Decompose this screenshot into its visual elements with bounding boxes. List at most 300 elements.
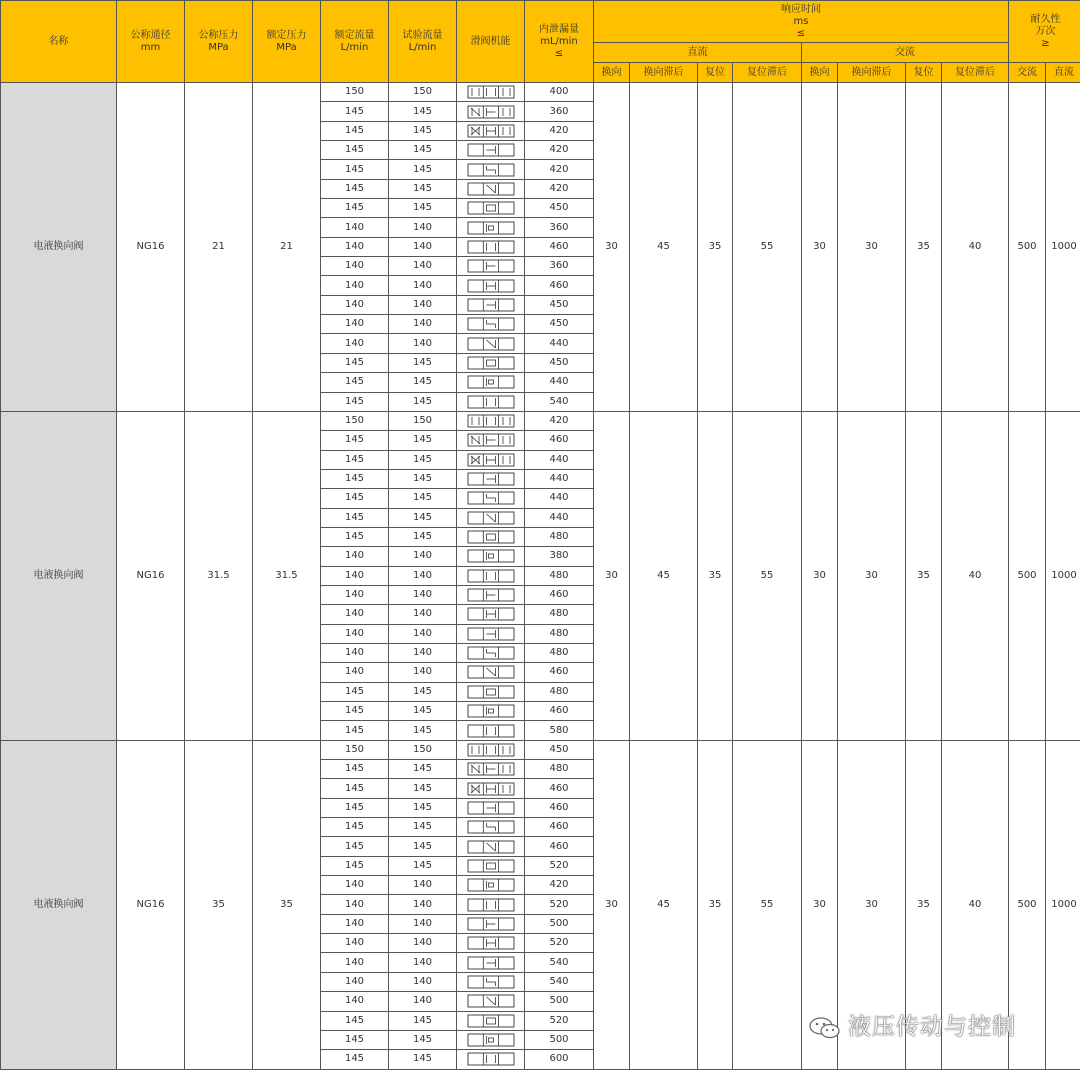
header-ac: 交流 (802, 43, 1009, 63)
cell-ac-switch-lag: 30 (838, 411, 906, 740)
cell-rated-flow: 140 (321, 237, 389, 256)
cell-leakage: 460 (525, 837, 594, 856)
header-dc-reset-lag: 复位滞后 (733, 63, 802, 83)
table-header (1, 1, 1080, 83)
cell-leakage: 460 (525, 585, 594, 604)
header-rated-flow: 额定流量 L/min (321, 1, 389, 83)
symbol-7-icon (467, 859, 515, 873)
cell-nominal-pressure: 35 (185, 740, 253, 1069)
cell-ac-switch: 30 (802, 83, 838, 412)
cell-rated-flow: 145 (321, 1050, 389, 1069)
cell-leakage: 420 (525, 411, 594, 430)
cell-test-flow: 145 (389, 1050, 457, 1069)
cell-dc-reset-lag: 55 (733, 740, 802, 1069)
symbol-10-icon (467, 259, 515, 273)
cell-diameter: NG16 (117, 740, 185, 1069)
cell-spool-function (457, 856, 525, 875)
cell-rated-pressure: 21 (253, 83, 321, 412)
cell-rated-flow: 140 (321, 914, 389, 933)
cell-leakage: 520 (525, 856, 594, 875)
cell-rated-flow: 140 (321, 334, 389, 353)
table-row (1, 411, 1080, 430)
table-body (1, 83, 1080, 1070)
cell-rated-flow: 145 (321, 508, 389, 527)
cell-dc-reset-lag: 55 (733, 83, 802, 412)
cell-leakage: 460 (525, 818, 594, 837)
cell-leakage: 420 (525, 160, 594, 179)
cell-rated-pressure: 35 (253, 740, 321, 1069)
cell-leakage: 440 (525, 450, 594, 469)
cell-test-flow: 140 (389, 295, 457, 314)
header-dc: 直流 (594, 43, 802, 63)
header-durability-ac: 交流 (1009, 63, 1046, 83)
cell-rated-flow: 145 (321, 527, 389, 546)
symbol-17-icon (467, 724, 515, 738)
cell-spool-function (457, 431, 525, 450)
symbol-2-icon (467, 105, 515, 119)
cell-ac-switch: 30 (802, 411, 838, 740)
cell-spool-function (457, 450, 525, 469)
cell-rated-flow: 145 (321, 102, 389, 121)
cell-test-flow: 150 (389, 740, 457, 759)
cell-leakage: 460 (525, 798, 594, 817)
cell-leakage: 440 (525, 489, 594, 508)
cell-spool-function (457, 760, 525, 779)
cell-rated-flow: 145 (321, 160, 389, 179)
cell-leakage: 480 (525, 760, 594, 779)
cell-spool-function (457, 1050, 525, 1069)
cell-ac-reset-lag: 40 (942, 740, 1009, 1069)
cell-leakage: 460 (525, 702, 594, 721)
cell-dc-reset: 35 (698, 83, 733, 412)
cell-test-flow: 145 (389, 469, 457, 488)
cell-spool-function (457, 605, 525, 624)
cell-leakage: 460 (525, 663, 594, 682)
cell-test-flow: 145 (389, 353, 457, 372)
cell-test-flow: 140 (389, 276, 457, 295)
cell-spool-function (457, 702, 525, 721)
symbol-14-icon (467, 337, 515, 351)
cell-spool-function (457, 199, 525, 218)
cell-leakage: 520 (525, 1011, 594, 1030)
cell-rated-flow: 140 (321, 643, 389, 662)
cell-rated-flow: 140 (321, 295, 389, 314)
header-ac-switch-lag: 换向滞后 (838, 63, 906, 83)
cell-test-flow: 140 (389, 934, 457, 953)
symbol-3-icon (467, 124, 515, 138)
header-leakage: 内泄漏量 mL/min ≤ (525, 1, 594, 83)
cell-test-flow: 145 (389, 121, 457, 140)
cell-rated-flow: 145 (321, 779, 389, 798)
cell-test-flow: 140 (389, 972, 457, 991)
symbol-6-icon (467, 182, 515, 196)
cell-leakage: 500 (525, 992, 594, 1011)
cell-test-flow: 140 (389, 218, 457, 237)
cell-test-flow: 140 (389, 566, 457, 585)
symbol-15-icon (467, 356, 515, 370)
cell-leakage: 520 (525, 895, 594, 914)
cell-rated-flow: 145 (321, 179, 389, 198)
cell-spool-function (457, 992, 525, 1011)
cell-dc-reset: 35 (698, 740, 733, 1069)
cell-rated-flow: 150 (321, 411, 389, 430)
cell-spool-function (457, 547, 525, 566)
cell-spool-function (457, 83, 525, 102)
cell-test-flow: 145 (389, 798, 457, 817)
cell-leakage: 420 (525, 876, 594, 895)
header-response-time: 响应时间 ms ≤ (594, 1, 1009, 43)
cell-spool-function (457, 972, 525, 991)
cell-rated-flow: 145 (321, 199, 389, 218)
header-test-flow: 试验流量 L/min (389, 1, 457, 83)
cell-test-flow: 145 (389, 837, 457, 856)
cell-ac-reset: 35 (906, 83, 942, 412)
cell-rated-flow: 145 (321, 373, 389, 392)
cell-spool-function (457, 643, 525, 662)
cell-spool-function (457, 508, 525, 527)
cell-spool-function (457, 257, 525, 276)
cell-leakage: 480 (525, 527, 594, 546)
header-ac-switch: 换向 (802, 63, 838, 83)
cell-rated-flow: 140 (321, 257, 389, 276)
cell-spool-function (457, 353, 525, 372)
cell-spool-function (457, 373, 525, 392)
symbol-13-icon (467, 646, 515, 660)
header-nominal-diameter: 公称通径 mm (117, 1, 185, 83)
cell-test-flow: 145 (389, 1030, 457, 1049)
cell-diameter: NG16 (117, 411, 185, 740)
watermark-text: 液压传动与控制 (848, 1014, 1016, 1040)
cell-rated-flow: 145 (321, 353, 389, 372)
symbol-2-icon (467, 433, 515, 447)
symbol-9-icon (467, 898, 515, 912)
watermark (808, 1008, 1016, 1041)
cell-dc-switch-lag: 45 (630, 411, 698, 740)
symbol-2-icon (467, 762, 515, 776)
cell-test-flow: 140 (389, 895, 457, 914)
cell-rated-flow: 145 (321, 431, 389, 450)
symbol-5-icon (467, 820, 515, 834)
cell-spool-function (457, 895, 525, 914)
symbol-9-icon (467, 240, 515, 254)
cell-diameter: NG16 (117, 83, 185, 412)
cell-test-flow: 140 (389, 605, 457, 624)
symbol-11-icon (467, 936, 515, 950)
cell-spool-function (457, 237, 525, 256)
symbol-7-icon (467, 530, 515, 544)
cell-leakage: 420 (525, 141, 594, 160)
cell-test-flow: 145 (389, 102, 457, 121)
cell-test-flow: 140 (389, 663, 457, 682)
cell-dc-switch-lag: 45 (630, 83, 698, 412)
cell-test-flow: 145 (389, 392, 457, 411)
cell-durability-ac: 500 (1009, 83, 1046, 412)
cell-rated-flow: 140 (321, 605, 389, 624)
cell-rated-flow: 145 (321, 721, 389, 740)
cell-test-flow: 140 (389, 334, 457, 353)
cell-test-flow: 145 (389, 160, 457, 179)
cell-test-flow: 145 (389, 508, 457, 527)
cell-rated-flow: 140 (321, 547, 389, 566)
cell-ac-reset-lag: 40 (942, 83, 1009, 412)
cell-test-flow: 145 (389, 779, 457, 798)
cell-spool-function (457, 682, 525, 701)
cell-durability-ac: 500 (1009, 740, 1046, 1069)
cell-test-flow: 145 (389, 179, 457, 198)
cell-ac-reset: 35 (906, 411, 942, 740)
cell-leakage: 420 (525, 179, 594, 198)
cell-test-flow: 145 (389, 702, 457, 721)
cell-rated-flow: 145 (321, 392, 389, 411)
cell-spool-function (457, 876, 525, 895)
cell-rated-flow: 145 (321, 489, 389, 508)
cell-leakage: 360 (525, 257, 594, 276)
symbol-3-icon (467, 782, 515, 796)
symbol-1-icon (467, 743, 515, 757)
cell-leakage: 440 (525, 469, 594, 488)
cell-durability-ac: 500 (1009, 411, 1046, 740)
symbol-6-icon (467, 840, 515, 854)
symbol-16-icon (467, 375, 515, 389)
cell-leakage: 540 (525, 972, 594, 991)
cell-test-flow: 145 (389, 760, 457, 779)
cell-spool-function (457, 102, 525, 121)
cell-leakage: 360 (525, 102, 594, 121)
cell-test-flow: 140 (389, 257, 457, 276)
cell-rated-flow: 140 (321, 953, 389, 972)
cell-leakage: 500 (525, 1030, 594, 1049)
cell-spool-function (457, 779, 525, 798)
cell-spool-function (457, 585, 525, 604)
cell-rated-flow: 140 (321, 624, 389, 643)
cell-leakage: 400 (525, 83, 594, 102)
cell-rated-flow: 140 (321, 315, 389, 334)
cell-rated-flow: 145 (321, 760, 389, 779)
cell-spool-function (457, 469, 525, 488)
symbol-14-icon (467, 994, 515, 1008)
cell-dc-switch: 30 (594, 411, 630, 740)
cell-test-flow: 140 (389, 992, 457, 1011)
cell-leakage: 480 (525, 624, 594, 643)
cell-ac-reset: 35 (906, 740, 942, 1069)
symbol-14-icon (467, 665, 515, 679)
cell-leakage: 500 (525, 914, 594, 933)
cell-leakage: 440 (525, 373, 594, 392)
header-dc-switch-lag: 换向滞后 (630, 63, 698, 83)
cell-spool-function (457, 798, 525, 817)
header-ac-reset-lag: 复位滞后 (942, 63, 1009, 83)
header-spool-function: 滑阀机能 (457, 1, 525, 83)
cell-leakage: 360 (525, 218, 594, 237)
cell-rated-flow: 145 (321, 469, 389, 488)
cell-spool-function (457, 489, 525, 508)
cell-leakage: 450 (525, 295, 594, 314)
symbol-15-icon (467, 1014, 515, 1028)
cell-test-flow: 145 (389, 818, 457, 837)
cell-rated-flow: 145 (321, 141, 389, 160)
symbol-1-icon (467, 85, 515, 99)
cell-test-flow: 140 (389, 953, 457, 972)
cell-dc-switch-lag: 45 (630, 740, 698, 1069)
cell-test-flow: 140 (389, 624, 457, 643)
cell-spool-function (457, 953, 525, 972)
cell-spool-function (457, 121, 525, 140)
cell-dc-switch: 30 (594, 740, 630, 1069)
header-durability: 耐久性 万次 ≥ (1009, 1, 1080, 63)
cell-spool-function (457, 663, 525, 682)
cell-leakage: 450 (525, 740, 594, 759)
cell-spool-function (457, 218, 525, 237)
cell-rated-flow: 145 (321, 856, 389, 875)
cell-ac-switch: 30 (802, 740, 838, 1069)
cell-leakage: 600 (525, 1050, 594, 1069)
symbol-16-icon (467, 704, 515, 718)
cell-test-flow: 150 (389, 83, 457, 102)
cell-test-flow: 140 (389, 237, 457, 256)
cell-spool-function (457, 160, 525, 179)
cell-durability-dc: 1000 (1046, 83, 1080, 412)
cell-leakage: 480 (525, 682, 594, 701)
cell-rated-flow: 145 (321, 1011, 389, 1030)
table-row (1, 740, 1080, 759)
cell-spool-function (457, 527, 525, 546)
cell-leakage: 440 (525, 508, 594, 527)
cell-name: 电液换向阀 (1, 83, 117, 412)
cell-rated-flow: 150 (321, 83, 389, 102)
cell-leakage: 460 (525, 237, 594, 256)
cell-rated-flow: 145 (321, 837, 389, 856)
cell-rated-flow: 140 (321, 218, 389, 237)
table-row (1, 83, 1080, 102)
cell-test-flow: 140 (389, 914, 457, 933)
cell-leakage: 380 (525, 547, 594, 566)
cell-leakage: 450 (525, 315, 594, 334)
cell-spool-function (457, 295, 525, 314)
cell-dc-reset: 35 (698, 411, 733, 740)
cell-durability-dc: 1000 (1046, 740, 1080, 1069)
cell-rated-flow: 140 (321, 566, 389, 585)
cell-spool-function (457, 141, 525, 160)
cell-name: 电液换向阀 (1, 740, 117, 1069)
symbol-4-icon (467, 472, 515, 486)
cell-ac-reset-lag: 40 (942, 411, 1009, 740)
cell-rated-flow: 145 (321, 798, 389, 817)
cell-spool-function (457, 818, 525, 837)
cell-spool-function (457, 624, 525, 643)
cell-leakage: 580 (525, 721, 594, 740)
cell-test-flow: 145 (389, 431, 457, 450)
cell-leakage: 540 (525, 392, 594, 411)
cell-spool-function (457, 315, 525, 334)
cell-spool-function (457, 721, 525, 740)
cell-test-flow: 145 (389, 199, 457, 218)
symbol-8-icon (467, 549, 515, 563)
cell-spool-function (457, 392, 525, 411)
symbol-12-icon (467, 956, 515, 970)
cell-leakage: 520 (525, 934, 594, 953)
cell-name: 电液换向阀 (1, 411, 117, 740)
cell-rated-flow: 145 (321, 702, 389, 721)
symbol-8-icon (467, 221, 515, 235)
cell-spool-function (457, 276, 525, 295)
symbol-12-icon (467, 627, 515, 641)
symbol-6-icon (467, 511, 515, 525)
cell-spool-function (457, 837, 525, 856)
cell-ac-switch-lag: 30 (838, 83, 906, 412)
cell-leakage: 460 (525, 276, 594, 295)
symbol-13-icon (467, 317, 515, 331)
symbol-16-icon (467, 1033, 515, 1047)
header-dc-switch: 换向 (594, 63, 630, 83)
cell-rated-flow: 140 (321, 585, 389, 604)
cell-rated-flow: 140 (321, 992, 389, 1011)
cell-spool-function (457, 740, 525, 759)
cell-rated-pressure: 31.5 (253, 411, 321, 740)
cell-dc-switch: 30 (594, 83, 630, 412)
cell-test-flow: 140 (389, 876, 457, 895)
cell-test-flow: 145 (389, 373, 457, 392)
header-name: 名称 (1, 1, 117, 83)
symbol-4-icon (467, 801, 515, 815)
cell-test-flow: 145 (389, 682, 457, 701)
symbol-10-icon (467, 917, 515, 931)
symbol-15-icon (467, 685, 515, 699)
cell-dc-reset-lag: 55 (733, 411, 802, 740)
symbol-8-icon (467, 878, 515, 892)
cell-rated-flow: 140 (321, 895, 389, 914)
cell-test-flow: 145 (389, 527, 457, 546)
symbol-9-icon (467, 569, 515, 583)
cell-durability-dc: 1000 (1046, 411, 1080, 740)
symbol-10-icon (467, 588, 515, 602)
symbol-7-icon (467, 201, 515, 215)
cell-leakage: 440 (525, 334, 594, 353)
cell-test-flow: 150 (389, 411, 457, 430)
cell-leakage: 540 (525, 953, 594, 972)
symbol-1-icon (467, 414, 515, 428)
cell-rated-flow: 145 (321, 682, 389, 701)
cell-spool-function (457, 334, 525, 353)
symbol-17-icon (467, 395, 515, 409)
header-durability-dc: 直流 (1046, 63, 1080, 83)
cell-test-flow: 145 (389, 1011, 457, 1030)
cell-nominal-pressure: 31.5 (185, 411, 253, 740)
cell-rated-flow: 145 (321, 818, 389, 837)
wechat-icon (808, 1016, 842, 1040)
cell-test-flow: 140 (389, 643, 457, 662)
cell-rated-flow: 145 (321, 1030, 389, 1049)
symbol-13-icon (467, 975, 515, 989)
symbol-5-icon (467, 163, 515, 177)
cell-leakage: 450 (525, 353, 594, 372)
symbol-4-icon (467, 143, 515, 157)
cell-spool-function (457, 411, 525, 430)
symbol-11-icon (467, 607, 515, 621)
symbol-11-icon (467, 279, 515, 293)
cell-spool-function (457, 1011, 525, 1030)
cell-leakage: 420 (525, 121, 594, 140)
header-rated-pressure: 额定压力 MPa (253, 1, 321, 83)
cell-rated-flow: 140 (321, 934, 389, 953)
cell-leakage: 450 (525, 199, 594, 218)
symbol-17-icon (467, 1052, 515, 1066)
cell-test-flow: 140 (389, 315, 457, 334)
cell-leakage: 480 (525, 643, 594, 662)
cell-rated-flow: 140 (321, 663, 389, 682)
symbol-3-icon (467, 453, 515, 467)
cell-ac-switch-lag: 30 (838, 740, 906, 1069)
cell-test-flow: 145 (389, 450, 457, 469)
